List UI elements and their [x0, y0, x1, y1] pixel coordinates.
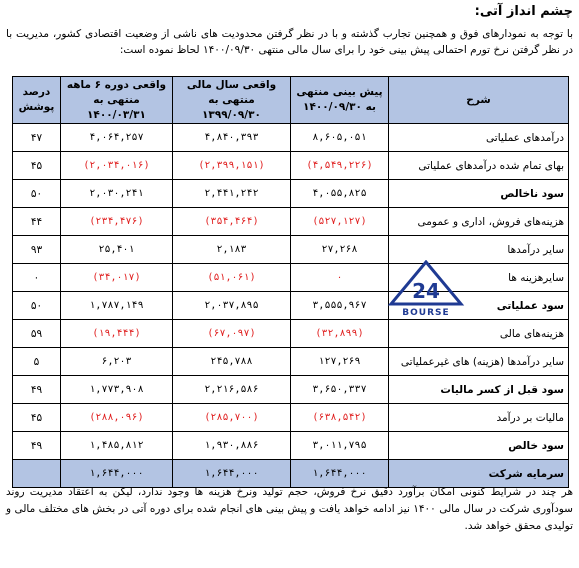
cell-actual-year: (۲۸۵,۷۰۰)	[173, 404, 291, 432]
row-label: سود ناخالص	[389, 180, 569, 208]
cell-forecast: ۳,۶۵۰,۳۳۷	[291, 376, 389, 404]
header-forecast: پیش بینی منتهی به ۱۴۰۰/۰۹/۳۰	[291, 77, 389, 124]
cell-coverage: ۵	[13, 348, 61, 376]
cell-coverage: ۴۷	[13, 124, 61, 152]
cell-coverage: ۵۹	[13, 320, 61, 348]
cell-coverage: ۴۹	[13, 432, 61, 460]
table-row	[13, 180, 569, 208]
cell-actual-6m: ۱,۷۸۷,۱۴۹	[61, 292, 173, 320]
header-coverage: درصد پوشش	[13, 77, 61, 124]
outro-paragraph: هر چند در شرایط کنونی امکان برآورد دقیق نرخ فروش، حجم تولید ونرخ هزینه ها وجود ندارد، لیکن به اعتقاد مدیریت روند سودآوری شرکت در سال مالی ۱۴۰۰ نیز ادامه خواهد یافت و پیش بینی های انجام شده برای دوره آتی در بخش های مختلف مالی و تولیدی محقق خواهد شد.	[6, 486, 573, 532]
cell-actual-year: ۲۴۵,۷۸۸	[173, 348, 291, 376]
row-label: هزینه‌های مالی	[389, 320, 569, 348]
cell-forecast: ۳,۵۵۵,۹۶۷	[291, 292, 389, 320]
table-row	[13, 376, 569, 404]
cell-actual-6m: ۱,۴۸۵,۸۱۲	[61, 432, 173, 460]
table-row	[13, 124, 569, 152]
header-actual-6m: واقعی دوره ۶ ماهه منتهی به ۱۴۰۰/۰۳/۳۱	[61, 77, 173, 124]
cell-coverage: ۵۰	[13, 292, 61, 320]
cell-actual-year: (۶۷,۰۹۷)	[173, 320, 291, 348]
cell-forecast: ۱۲۷,۲۶۹	[291, 348, 389, 376]
cell-actual-6m: ۱,۶۴۴,۰۰۰	[61, 460, 173, 488]
logo-mark-icon	[383, 260, 469, 306]
bourse24-logo	[383, 260, 469, 318]
cell-actual-year: ۴,۸۴۰,۳۹۳	[173, 124, 291, 152]
cell-coverage: ۴۵	[13, 404, 61, 432]
cell-actual-6m: ۲,۰۳۰,۲۴۱	[61, 180, 173, 208]
cell-actual-6m: (۲۳۴,۴۷۶)	[61, 208, 173, 236]
table-row	[13, 208, 569, 236]
cell-forecast: (۶۳۸,۵۴۲)	[291, 404, 389, 432]
table-row	[13, 152, 569, 180]
cell-actual-6m: (۲۸۸,۰۹۶)	[61, 404, 173, 432]
cell-actual-year: ۲,۴۴۱,۲۴۲	[173, 180, 291, 208]
row-label: سایر درآمدها (هزینه) های غیرعملیاتی	[389, 348, 569, 376]
cell-forecast: (۳۲,۸۹۹)	[291, 320, 389, 348]
table-row	[13, 292, 569, 320]
cell-forecast: ۴,۰۵۵,۸۲۵	[291, 180, 389, 208]
cell-coverage: ۴۵	[13, 152, 61, 180]
cell-actual-year: ۲,۱۸۳	[173, 236, 291, 264]
cell-actual-6m: ۶,۲۰۳	[61, 348, 173, 376]
cell-actual-6m: ۲۵,۴۰۱	[61, 236, 173, 264]
cell-forecast: ۳,۰۱۱,۷۹۵	[291, 432, 389, 460]
cell-forecast: ۲۷,۲۶۸	[291, 236, 389, 264]
cell-actual-year: (۳۵۴,۴۶۴)	[173, 208, 291, 236]
row-label: درآمدهای عملیاتی	[389, 124, 569, 152]
table-row	[13, 264, 569, 292]
cell-forecast: ۸,۶۰۵,۰۵۱	[291, 124, 389, 152]
row-label: سود عملیاتی	[389, 292, 569, 320]
table-row	[13, 404, 569, 432]
row-label: هزینه‌های فروش، اداری و عمومی	[389, 208, 569, 236]
cell-actual-year: ۲,۰۳۷,۸۹۵	[173, 292, 291, 320]
row-label: سرمایه شرکت	[389, 460, 569, 488]
table-row	[13, 320, 569, 348]
cell-actual-year: ۱,۹۳۰,۸۸۶	[173, 432, 291, 460]
cell-actual-6m: (۳۴,۰۱۷)	[61, 264, 173, 292]
header-desc: شرح	[389, 77, 569, 124]
table-row	[13, 348, 569, 376]
cell-actual-6m: ۱,۷۷۳,۹۰۸	[61, 376, 173, 404]
row-label: سایرهزینه ها	[389, 264, 569, 292]
row-label: بهای تمام شده درآمدهای عملیاتی	[389, 152, 569, 180]
logo-number: 24	[412, 279, 440, 303]
table-row	[13, 236, 569, 264]
cell-forecast: ۰	[291, 264, 389, 292]
cell-coverage: ۴۹	[13, 376, 61, 404]
cell-actual-year: ۲,۲۱۶,۵۸۶	[173, 376, 291, 404]
header-actual-year: واقعی سال مالی منتهی به ۱۳۹۹/۰۹/۳۰	[173, 77, 291, 124]
cell-actual-year: ۱,۶۴۴,۰۰۰	[173, 460, 291, 488]
cell-actual-year: (۲,۳۹۹,۱۵۱)	[173, 152, 291, 180]
cell-coverage: ۴۴	[13, 208, 61, 236]
cell-forecast: (۵۲۷,۱۲۷)	[291, 208, 389, 236]
cell-actual-6m: (۱۹,۴۴۴)	[61, 320, 173, 348]
cell-actual-6m: ۴,۰۶۴,۲۵۷	[61, 124, 173, 152]
row-label: سود خالص	[389, 432, 569, 460]
logo-text: BOURSE	[402, 308, 450, 318]
row-label: مالیات بر درآمد	[389, 404, 569, 432]
table-row	[13, 432, 569, 460]
row-label: سود قبل از کسر مالیات	[389, 376, 569, 404]
cell-actual-6m: (۲,۰۳۴,۰۱۶)	[61, 152, 173, 180]
page-title: چشم انداز آتی:	[474, 4, 573, 19]
cell-coverage: ۹۳	[13, 236, 61, 264]
table-header-row	[13, 77, 569, 124]
cell-coverage: ۰	[13, 264, 61, 292]
intro-paragraph: با توجه به نمودارهای فوق و همچنین تجارب گذشته و با در نظر گرفتن محدودیت های ناشی از وضعیت اقتصادی کشور، مدیریت با در نظر گرفتن نرخ تورم احتمالی پیش بینی خود را برای سال مالی منتهی ۱۴۰۰/۰۹/۳۰ لحاظ نموده است:	[6, 28, 573, 56]
row-label: سایر درآمدها	[389, 236, 569, 264]
cell-actual-year: (۵۱,۰۶۱)	[173, 264, 291, 292]
cell-forecast: ۱,۶۴۴,۰۰۰	[291, 460, 389, 488]
cell-coverage: ۵۰	[13, 180, 61, 208]
cell-forecast: (۴,۵۴۹,۲۲۶)	[291, 152, 389, 180]
financial-forecast-table	[12, 76, 569, 488]
